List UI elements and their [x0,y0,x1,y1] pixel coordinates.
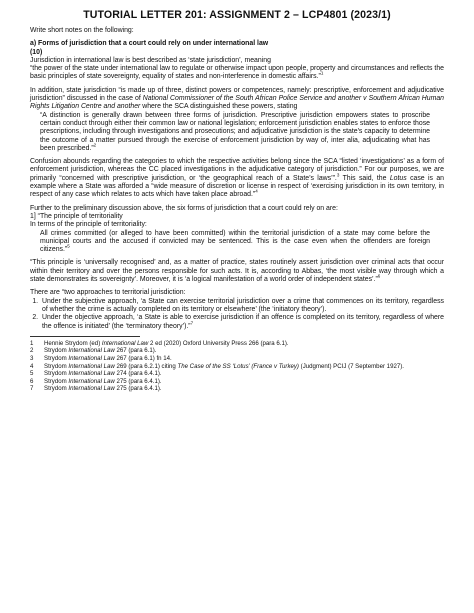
paragraph-2-text-b: where the SCA distinguished these powers, stating [140,103,298,111]
footnote [30,370,444,378]
footnote-text: Strydom [44,370,69,378]
footnote-text: 2 ed (2020) Oxford University Press 266 (para 6.1). [148,339,289,347]
footnotes [30,340,444,393]
paragraph-4-line-3: In terms of the principle of territoriality: [30,221,147,229]
footnote-number: 3 [30,354,34,362]
list-item-text: Under the objective approach, ‘a State is able to exercise jurisdiction if an offence is completed on its territory, regardless of where the offence is initiated’ (the ‘terminatory theory’).” [42,314,444,330]
footnote [30,355,444,363]
footnote-divider [30,336,140,337]
paragraph-3-text-b: This said, the [339,174,390,182]
block-quote-1-text: “A distinction is generally drawn between three forms of jurisdiction. Prescriptive jurisdiction empowers states to proscribe certain conduct through either their common law or national legislation; enforcement jurisdiction enables states to enforce those prescriptions, including through investigations and prosecutions; and adjudicative jurisdiction is the state's capacity to determine the outcome of a matter pursued through the exercise of enforcement jurisdiction by way of, inter alia, adjudicating what has been prescribed.” [40,111,430,152]
footnote [30,385,444,393]
footnote-case-title: The Case of the SS ‘Lotus’ (France v Turkey) [177,362,299,370]
footnote-text: Strydom [44,385,69,393]
block-quote-2-text: All crimes committed (or alleged to have been committed) within the territorial jurisdiction of a state may come before the municipal courts and the accused if convicted may be sentenced. This is the case even when the offenders are foreign citizens.” [40,229,430,254]
lotus-case: Lotus [389,174,407,182]
list-item [40,314,444,331]
footnote-title: International Law [68,385,115,393]
paragraph-3-text-c: case is an example where a State was afforded a “wide measure of discretion or license in respect of ‘exercising jurisdiction in its own territory, in respect of any case which relates to acts which have taken place abroad.” [30,174,444,199]
paragraph-2 [30,87,444,112]
footnote-text: Hennie Strydom (ed) [44,339,102,347]
footnote-text: 275 (para 6.4.1). [114,385,162,393]
block-quote-1 [30,112,444,153]
footnote-text: Strydom [44,354,69,362]
intro-text: Write short notes on the following: [30,27,134,34]
approaches-list [30,298,444,331]
footnote [30,363,444,371]
footnote-title: International Law [68,362,115,370]
footnote-number: 5 [30,370,34,378]
footnote-text: (Judgment) PCIJ (7 September 1927). [298,362,404,370]
question-heading [30,40,444,57]
footnote-number: 2 [30,347,34,355]
footnote-number: 1 [30,339,34,347]
paragraph-3 [30,158,444,199]
footnote-number: 4 [30,362,34,370]
footnote [30,378,444,386]
paragraph-1-quote [30,65,444,82]
page-title: TUTORIAL LETTER 201: ASSIGNMENT 2 – LCP4801 (2023/1) [83,9,391,21]
footnote-number: 6 [30,377,34,385]
footnote-text: Strydom [44,377,69,385]
footnote-text: Strydom [44,347,69,355]
footnote-text: 275 (para 6.4.1). [114,377,162,385]
list-item: 1. Under the subjective approach, ‘a State can exercise territorial jurisdiction over a crime that commences on its territory, regardless of whether the crime is actually completed on its territory or elsewhere’ (the ‘initiatory theory’). [40,298,444,315]
paragraph-4-line-2: 1] “The principle of territoriality [30,212,123,220]
footnote-ref: 3 [336,172,340,178]
footnote-text: 269 (para 6.2.1) citing [114,362,178,370]
case-name: National Commissioner of the South African Police Service and another v Southern African Human Rights Litigation Centre and another [30,95,444,111]
paragraph-5 [30,259,444,284]
footnote-ref: 1 [320,71,324,77]
footnote-number: 7 [30,385,34,393]
footnote [30,347,444,355]
footnote-title: International Law [68,354,115,362]
footnote-ref: 6 [377,273,381,279]
question-text: a) Forms of jurisdiction that a court could rely on under international law [30,40,269,48]
footnote-ref: 4 [255,189,258,195]
footnote-ref: 5 [67,243,70,249]
paragraph-5-text: “This principle is ‘universally recognised’ and, as a matter of practice, states routinely assert jurisdiction over criminal acts that occur within their territory and over the persons responsible for such acts. It is, according to Abbas, ‘the most visible way through which a state demonstrates its sovereignty’. Moreover, it is ‘a logical manifestation of a world order of independent states’.” [30,259,444,284]
footnote-text: Strydom [44,362,69,370]
paragraph-3-text-a: Confusion abounds regarding the categories to which the respective activities belong since the SCA “listed ‘investigations’ as a form of enforcement jurisdiction, whereas the CC placed investigations in the adjudicative category of jurisdiction.” For our purposes, we are primarily “concerned with prescriptive jurisdiction, or ‘the geographical reach of a State’s laws’”. [30,158,444,182]
footnote-text: 267 (para 6.1). [114,347,157,355]
block-quote-2 [30,230,444,255]
paragraph-2-text-a: In addition, state jurisdiction “is made up of three, distinct powers or competences, namely: prescriptive, enforcement and adjudicative jurisdiction” discussed in the case of [30,86,444,103]
question-marks: (10) [30,48,43,56]
footnote-ref: 7 [190,320,194,326]
paragraph-1-lead: Jurisdiction in international law is best described as ‘state jurisdiction’, meaning [30,56,271,64]
footnote-title: International Law [68,347,115,355]
paragraph-4-line-1: Further to the preliminary discussion above, the six forms of jurisdiction that a court could rely on are: [30,204,338,212]
footnote-title: International Law [68,377,115,385]
paragraph-1-quote-text: “the power of the state under international law to regulate or otherwise impact upon people, property and circumstances and reflects the basic principles of state sovereignty, equality of states and non-interference in domestic affairs.” [30,65,444,81]
footnote-text: 274 (para 6.4.1). [114,370,162,378]
footnote-title: International Law [68,370,115,378]
paragraph-6: There are “two approaches to territorial jurisdiction: [30,289,186,297]
footnote [30,340,444,348]
footnote-ref: 2 [93,142,97,148]
footnote-title: International Law [101,339,149,347]
footnote-text: 267 (para 6.1) fn 14. [114,354,172,362]
